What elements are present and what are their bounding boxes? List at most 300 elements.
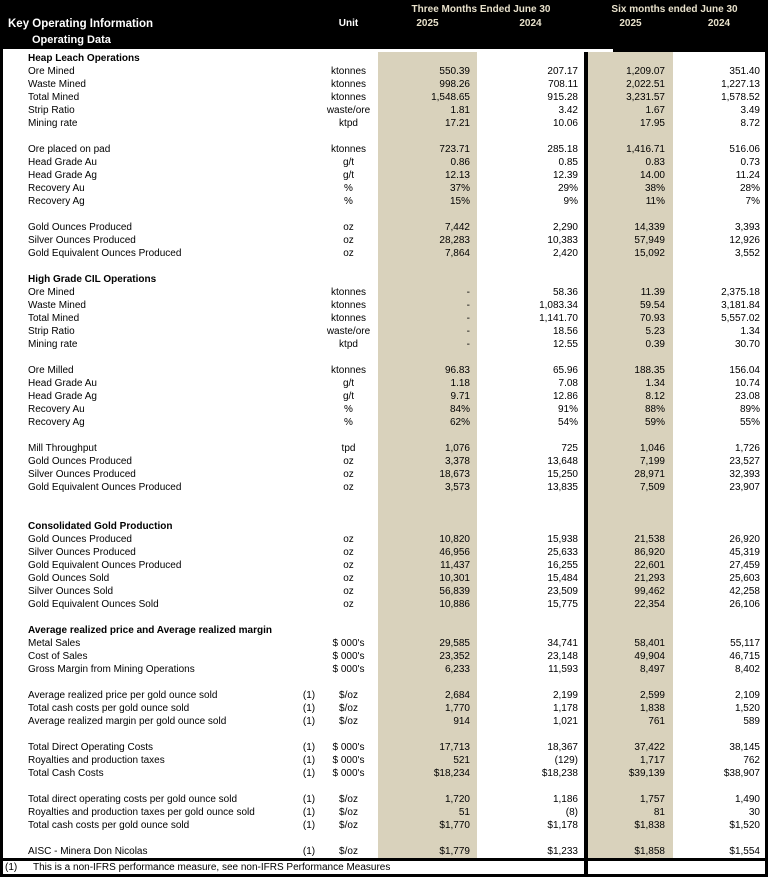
value-h1-2024: 38,145	[729, 742, 760, 753]
table-row	[3, 572, 765, 585]
row-label	[3, 611, 299, 624]
value-q2-2025: 46,956	[378, 546, 477, 559]
footnote-ref	[299, 130, 319, 143]
value-q2-2024: 54%	[557, 417, 578, 428]
table-row	[3, 169, 765, 182]
table-row	[3, 156, 765, 169]
unit-cell: $/oz	[339, 716, 358, 727]
table-row	[3, 650, 765, 663]
unit-cell: g/t	[342, 157, 355, 168]
unit-cell: ktonnes	[330, 144, 367, 155]
value-q2-2025: -	[378, 312, 477, 325]
unit-cell	[319, 260, 378, 273]
row-label: High Grade CIL Operations	[28, 274, 157, 285]
value-h1-2025: 1,416.71	[588, 143, 673, 156]
row-label	[3, 780, 299, 793]
footnote-ref	[299, 533, 319, 546]
value-q2-2024	[477, 611, 584, 624]
table-row	[3, 234, 765, 247]
value-q2-2024: 915.28	[547, 92, 578, 103]
value-h1-2025: 14.00	[588, 169, 673, 182]
unit-cell: tpd	[341, 443, 356, 454]
table-row	[3, 104, 765, 117]
unit-cell	[319, 208, 378, 221]
value-h1-2024	[673, 52, 765, 65]
value-q2-2025: 10,301	[378, 572, 477, 585]
section-header-row	[3, 520, 765, 533]
unit-cell: $/oz	[339, 846, 358, 857]
unit-cell	[319, 429, 378, 442]
value-h1-2024: 45,319	[729, 547, 760, 558]
value-h1-2024: 0.73	[740, 157, 760, 168]
unit-cell: waste/ore	[326, 105, 371, 116]
footnote-ref	[299, 91, 319, 104]
row-label: Total direct operating costs per gold ounce sold	[28, 794, 238, 805]
value-q2-2024	[477, 260, 584, 273]
footnote-ref	[299, 234, 319, 247]
table-row	[3, 468, 765, 481]
page-title: Key Operating Information	[8, 18, 154, 30]
footnote-ref	[299, 351, 319, 364]
value-q2-2025: 11,437	[378, 559, 477, 572]
footnote-ref	[299, 260, 319, 273]
value-q2-2024: 15,775	[547, 599, 578, 610]
row-label: Waste Mined	[28, 79, 86, 90]
value-q2-2025	[378, 611, 477, 624]
unit-column-header: Unit	[338, 18, 359, 29]
value-q2-2025: $1,770	[378, 819, 477, 832]
value-q2-2025: 18,673	[378, 468, 477, 481]
value-h1-2025: 21,293	[588, 572, 673, 585]
year-header-q2-2024: 2024	[519, 18, 542, 29]
value-h1-2024: 28%	[739, 183, 760, 194]
subtitle-row	[3, 32, 765, 48]
value-q2-2024: 16,255	[547, 560, 578, 571]
value-q2-2024: 18.56	[552, 326, 578, 337]
table-row	[3, 286, 765, 299]
value-q2-2024: 2,290	[552, 222, 578, 233]
value-q2-2024	[477, 273, 584, 286]
footnote-ref	[299, 572, 319, 585]
value-q2-2025	[378, 624, 477, 637]
unit-cell: $/oz	[339, 807, 358, 818]
value-q2-2024: 10,383	[547, 235, 578, 246]
value-h1-2024: 351.40	[729, 66, 760, 77]
table-row	[3, 546, 765, 559]
value-q2-2024: 23,509	[547, 586, 578, 597]
value-h1-2025: 761	[588, 715, 673, 728]
row-label: Recovery Au	[28, 183, 85, 194]
row-label: Total Cash Costs	[28, 768, 104, 779]
value-h1-2024: 589	[743, 716, 760, 727]
value-h1-2024	[673, 676, 765, 689]
unit-cell: $ 000's	[332, 638, 365, 649]
unit-cell: oz	[343, 469, 354, 480]
footnote-ref	[299, 559, 319, 572]
value-h1-2024: 1,726	[734, 443, 760, 454]
value-h1-2025: 99,462	[588, 585, 673, 598]
value-h1-2025	[588, 429, 673, 442]
value-q2-2024	[477, 676, 584, 689]
footnote-ref	[299, 780, 319, 793]
value-h1-2024: 30.70	[734, 339, 760, 350]
table-row	[3, 91, 765, 104]
value-h1-2025	[588, 624, 673, 637]
value-q2-2025: 29,585	[378, 637, 477, 650]
row-label: Metal Sales	[28, 638, 81, 649]
value-h1-2025: 57,949	[588, 234, 673, 247]
value-q2-2025	[378, 494, 477, 507]
group-header-six-months: Six months ended June 30	[611, 4, 738, 15]
row-label: Mining rate	[28, 118, 78, 129]
value-h1-2024	[673, 429, 765, 442]
unit-cell: ktonnes	[330, 287, 367, 298]
value-h1-2024: 32,393	[729, 469, 760, 480]
value-h1-2024: 89%	[739, 404, 760, 415]
value-h1-2024: 516.06	[729, 144, 760, 155]
value-q2-2025	[378, 208, 477, 221]
row-label: Royalties and production taxes	[28, 755, 165, 766]
footnote-ref	[299, 429, 319, 442]
footnote-ref	[299, 611, 319, 624]
footnote-ref	[299, 338, 319, 351]
unit-cell: $/oz	[339, 703, 358, 714]
footnote-ref	[299, 52, 319, 65]
footnote-ref	[299, 455, 319, 468]
spacer-row	[3, 780, 765, 793]
footnote-ref	[299, 299, 319, 312]
value-q2-2025: 15%	[378, 195, 477, 208]
value-h1-2024: 2,375.18	[721, 287, 760, 298]
value-h1-2025: 1,838	[588, 702, 673, 715]
value-h1-2024	[673, 260, 765, 273]
footnote-ref: (1)	[302, 820, 316, 831]
table-row	[3, 416, 765, 429]
table-row	[3, 741, 765, 754]
unit-cell: oz	[343, 560, 354, 571]
spacer-row	[3, 260, 765, 273]
row-label: Consolidated Gold Production	[28, 521, 173, 532]
value-h1-2024: 762	[743, 755, 760, 766]
value-q2-2024	[477, 494, 584, 507]
value-h1-2024: 25,603	[729, 573, 760, 584]
value-h1-2025: 1,046	[588, 442, 673, 455]
table-row	[3, 143, 765, 156]
value-q2-2025: 723.71	[378, 143, 477, 156]
unit-cell: oz	[343, 599, 354, 610]
value-q2-2025: 914	[378, 715, 477, 728]
footnote-ref	[299, 585, 319, 598]
value-q2-2025	[378, 351, 477, 364]
value-h1-2024: $1,554	[729, 846, 760, 857]
value-q2-2024: 18,367	[547, 742, 578, 753]
unit-cell: $/oz	[339, 794, 358, 805]
value-h1-2025: 0.39	[588, 338, 673, 351]
value-h1-2024: 12,926	[729, 235, 760, 246]
value-q2-2025	[378, 832, 477, 845]
footnote-ref	[299, 325, 319, 338]
value-q2-2024	[477, 507, 584, 520]
value-q2-2024: 10.06	[552, 118, 578, 129]
unit-cell: $ 000's	[332, 742, 365, 753]
row-label: Gold Equivalent Ounces Produced	[28, 482, 182, 493]
value-h1-2025: 8.12	[588, 390, 673, 403]
value-q2-2024: 23,148	[547, 651, 578, 662]
value-h1-2024	[673, 507, 765, 520]
table-row	[3, 767, 765, 780]
value-h1-2024: $1,520	[729, 820, 760, 831]
unit-cell	[319, 728, 378, 741]
value-q2-2024: 15,484	[547, 573, 578, 584]
value-h1-2025: 1,717	[588, 754, 673, 767]
value-q2-2024: 13,835	[547, 482, 578, 493]
value-q2-2024: 1,141.70	[539, 313, 578, 324]
value-q2-2025: 0.86	[378, 156, 477, 169]
footnote-ref: (1)	[302, 755, 316, 766]
row-label: Gold Ounces Sold	[28, 573, 110, 584]
value-q2-2025	[378, 130, 477, 143]
value-q2-2025	[378, 780, 477, 793]
row-label	[3, 507, 299, 520]
unit-cell: ktonnes	[330, 66, 367, 77]
value-q2-2024: 0.85	[558, 157, 578, 168]
value-h1-2025: 1.34	[588, 377, 673, 390]
table-header	[3, 0, 765, 52]
value-q2-2024: 1,186	[552, 794, 578, 805]
row-label: Ore Milled	[28, 365, 74, 376]
table-row	[3, 390, 765, 403]
table-row	[3, 65, 765, 78]
footnote-ref	[299, 663, 319, 676]
value-q2-2024: $1,178	[547, 820, 578, 831]
footnote-ref	[299, 728, 319, 741]
value-h1-2025: 37,422	[588, 741, 673, 754]
unit-cell: oz	[343, 547, 354, 558]
row-label: Gold Equivalent Ounces Sold	[28, 599, 159, 610]
year-header-q2-2025: 2025	[416, 18, 439, 29]
group-header-row	[3, 0, 765, 16]
footnote-ref	[299, 507, 319, 520]
table-row	[3, 338, 765, 351]
value-h1-2024	[673, 520, 765, 533]
row-label: Head Grade Ag	[28, 391, 97, 402]
row-label: Ore Mined	[28, 287, 75, 298]
value-q2-2024	[477, 351, 584, 364]
value-h1-2024: 7%	[745, 196, 760, 207]
value-h1-2025	[588, 676, 673, 689]
value-h1-2024: 1,520	[734, 703, 760, 714]
table-body	[3, 52, 765, 858]
footnote-text: This is a non-IFRS performance measure, see non-IFRS Performance Measures	[33, 862, 391, 873]
unit-cell: ktonnes	[330, 79, 367, 90]
value-h1-2025: 11.39	[588, 286, 673, 299]
footnote-ref	[299, 650, 319, 663]
footnote-ref: (1)	[302, 768, 316, 779]
value-h1-2024: 3,393	[734, 222, 760, 233]
table-row	[3, 637, 765, 650]
value-q2-2024	[477, 520, 584, 533]
table-row	[3, 585, 765, 598]
row-label	[3, 260, 299, 273]
value-h1-2025: 7,509	[588, 481, 673, 494]
value-h1-2025	[588, 780, 673, 793]
footnote-ref	[299, 143, 319, 156]
table-row	[3, 793, 765, 806]
value-q2-2024	[477, 624, 584, 637]
unit-cell: %	[344, 417, 353, 428]
value-h1-2025: 3,231.57	[588, 91, 673, 104]
unit-cell: oz	[343, 235, 354, 246]
unit-cell	[319, 130, 378, 143]
value-q2-2024	[477, 780, 584, 793]
value-h1-2025: 2,599	[588, 689, 673, 702]
value-q2-2025	[378, 507, 477, 520]
spacer-row	[3, 429, 765, 442]
footnote-ref	[299, 221, 319, 234]
column-header-row	[3, 16, 765, 32]
value-q2-2025	[378, 273, 477, 286]
row-label: Waste Mined	[28, 300, 86, 311]
footnote-ref: (1)	[302, 794, 316, 805]
table-row	[3, 364, 765, 377]
value-q2-2024: 11,593	[548, 664, 578, 675]
footnote-ref	[299, 78, 319, 91]
unit-cell: ktonnes	[330, 313, 367, 324]
footnote-ref	[299, 598, 319, 611]
value-q2-2024: 12.39	[552, 170, 578, 181]
table-row	[3, 221, 765, 234]
unit-cell: oz	[343, 222, 354, 233]
value-h1-2025	[588, 208, 673, 221]
unit-cell: ktpd	[339, 339, 358, 350]
value-q2-2024: 1,178	[552, 703, 578, 714]
footnote-ref	[299, 390, 319, 403]
unit-cell: oz	[343, 456, 354, 467]
value-q2-2025: 1,770	[378, 702, 477, 715]
value-h1-2025: 59%	[588, 416, 673, 429]
value-q2-2025: 10,886	[378, 598, 477, 611]
unit-cell	[319, 351, 378, 364]
row-label: Mining rate	[28, 339, 78, 350]
operating-data-subtitle: Operating Data	[32, 34, 111, 46]
row-label: Gross Margin from Mining Operations	[28, 664, 195, 675]
table-row	[3, 455, 765, 468]
value-h1-2024: 26,106	[729, 599, 760, 610]
row-label: Gold Equivalent Ounces Produced	[28, 560, 182, 571]
value-q2-2024: 725	[561, 443, 578, 454]
value-q2-2024	[477, 52, 584, 65]
row-label	[3, 676, 299, 689]
value-h1-2024	[673, 611, 765, 624]
row-label	[3, 429, 299, 442]
value-q2-2024: 65.96	[552, 365, 578, 376]
row-label: Total cash costs per gold ounce sold	[28, 703, 190, 714]
footnote-ref	[299, 468, 319, 481]
unit-cell	[319, 611, 378, 624]
value-q2-2024: 7.08	[558, 378, 578, 389]
spacer-row	[3, 351, 765, 364]
row-label	[3, 494, 299, 507]
footnote-ref	[299, 624, 319, 637]
row-label: Silver Ounces Produced	[28, 547, 136, 558]
footnote-ref	[299, 208, 319, 221]
value-h1-2025: 15,092	[588, 247, 673, 260]
row-label: Silver Ounces Produced	[28, 469, 136, 480]
spacer-row	[3, 611, 765, 624]
value-q2-2024: 2,199	[552, 690, 578, 701]
value-h1-2025: 5.23	[588, 325, 673, 338]
value-q2-2024: 15,250	[547, 469, 578, 480]
value-q2-2025: 1,076	[378, 442, 477, 455]
unit-cell: g/t	[342, 378, 355, 389]
footnote-ref	[299, 273, 319, 286]
value-h1-2025	[588, 351, 673, 364]
value-h1-2025: $1,858	[588, 845, 673, 858]
row-label: Gold Equivalent Ounces Produced	[28, 248, 182, 259]
row-label: Strip Ratio	[28, 105, 75, 116]
value-h1-2025: 59.54	[588, 299, 673, 312]
unit-cell	[319, 520, 378, 533]
value-q2-2025	[378, 520, 477, 533]
value-h1-2025	[588, 273, 673, 286]
footnote-ref	[299, 247, 319, 260]
footnote-ref	[299, 520, 319, 533]
value-q2-2025: 1.81	[378, 104, 477, 117]
value-q2-2024: 29%	[557, 183, 578, 194]
value-q2-2025: 51	[378, 806, 477, 819]
row-label: Royalties and production taxes per gold ounce sold	[28, 807, 255, 818]
value-h1-2025: $1,838	[588, 819, 673, 832]
value-q2-2024: (8)	[565, 807, 578, 818]
unit-cell: oz	[343, 482, 354, 493]
value-q2-2024	[477, 208, 584, 221]
row-label: Heap Leach Operations	[28, 53, 140, 64]
value-h1-2024	[673, 624, 765, 637]
unit-cell	[319, 832, 378, 845]
footnote-ref	[299, 494, 319, 507]
value-q2-2025: -	[378, 338, 477, 351]
value-h1-2025: 2,022.51	[588, 78, 673, 91]
value-q2-2024: 285.18	[547, 144, 578, 155]
value-q2-2024: 91%	[557, 404, 578, 415]
row-label: Head Grade Au	[28, 157, 97, 168]
value-h1-2025: 14,339	[588, 221, 673, 234]
footnote-ref	[299, 364, 319, 377]
value-h1-2025: 58,401	[588, 637, 673, 650]
value-q2-2025: $18,234	[378, 767, 477, 780]
unit-cell	[319, 494, 378, 507]
value-h1-2025: 70.93	[588, 312, 673, 325]
value-h1-2025: 22,354	[588, 598, 673, 611]
table-row	[3, 195, 765, 208]
row-label: Total Direct Operating Costs	[28, 742, 154, 753]
value-h1-2025	[588, 520, 673, 533]
value-h1-2025	[588, 728, 673, 741]
value-q2-2025	[378, 429, 477, 442]
value-q2-2024: 34,741	[547, 638, 578, 649]
table-row	[3, 754, 765, 767]
table-row	[3, 715, 765, 728]
row-label: Average realized price and Average realized margin	[28, 625, 272, 636]
value-h1-2025	[588, 832, 673, 845]
value-q2-2025: -	[378, 299, 477, 312]
value-q2-2025: 23,352	[378, 650, 477, 663]
unit-cell: $/oz	[339, 690, 358, 701]
footnote-ref	[299, 195, 319, 208]
value-q2-2024: 1,021	[552, 716, 578, 727]
value-q2-2025: 12.13	[378, 169, 477, 182]
value-h1-2024: 5,557.02	[721, 313, 760, 324]
